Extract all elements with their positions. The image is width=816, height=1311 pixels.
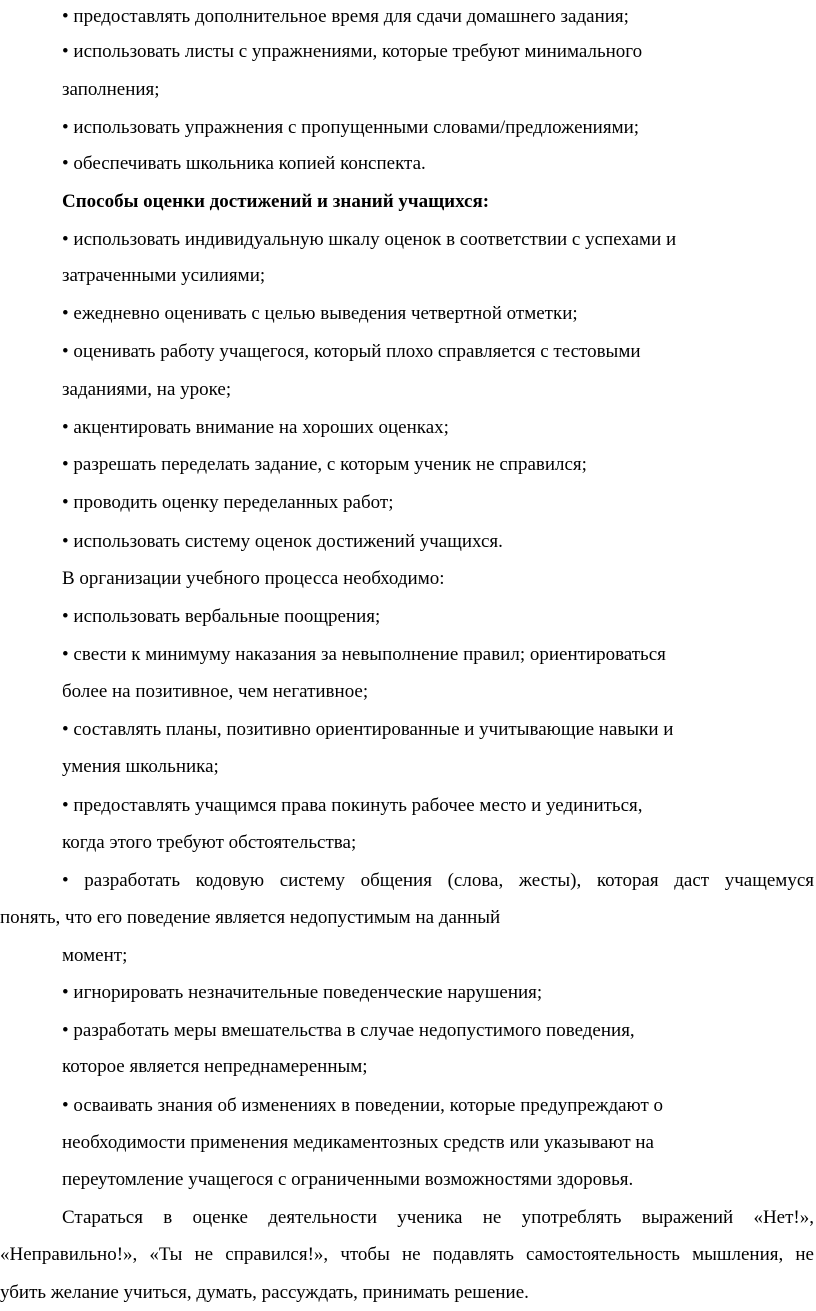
paragraph-line: Стараться в оценке деятельности ученика не употреблять выражений «Нет!», — [62, 1207, 814, 1228]
bullet-line: • разработать кодовую систему общения (слова, жесты), которая даст учащемуся — [62, 870, 814, 891]
bullet-line: • проводить оценку переделанных работ; — [62, 492, 394, 513]
bullet-line: • использовать систему оценок достижений учащихся. — [62, 531, 503, 552]
text-line: которое является непреднамеренным; — [62, 1056, 368, 1077]
text-line: заполнения; — [62, 79, 160, 100]
bullet-line: • разрешать переделать задание, с которым ученик не справился; — [62, 454, 587, 475]
text-line: умения школьника; — [62, 756, 219, 777]
bullet-line: • использовать упражнения с пропущенными словами/предложениями; — [62, 117, 640, 138]
bullet-line: • обеспечивать школьника копией конспекта. — [62, 153, 426, 174]
paragraph-line: «Неправильно!», «Ты не справился!», чтобы не подавлять самостоятельность мышления, не — [0, 1244, 814, 1265]
bullet-line: • использовать индивидуальную шкалу оценок в соответствии с успехами и — [62, 229, 677, 250]
bullet-line: • использовать листы с упражнениями, которые требуют минимального — [62, 41, 643, 62]
bullet-line: • предоставлять дополнительное время для сдачи домашнего задания; — [62, 6, 629, 27]
bullet-line: • осваивать знания об изменениях в поведении, которые предупреждают о — [62, 1095, 664, 1116]
bullet-line: • составлять планы, позитивно ориентированные и учитывающие навыки и — [62, 719, 674, 740]
text-line: заданиями, на уроке; — [62, 379, 232, 400]
text-line: необходимости применения медикаментозных средств или указывают на — [62, 1132, 654, 1153]
bullet-line: • игнорировать незначительные поведенческие нарушения; — [62, 982, 543, 1003]
text-line: момент; — [62, 945, 128, 966]
bullet-line: • предоставлять учащимся права покинуть рабочее место и уединиться, — [62, 795, 643, 816]
text-line: понять, что его поведение является недопустимым на данный — [0, 907, 501, 928]
bullet-line: • использовать вербальные поощрения; — [62, 606, 381, 627]
section-heading: Способы оценки достижений и знаний учащихся: — [62, 191, 490, 212]
text-line: затраченными усилиями; — [62, 265, 266, 286]
bullet-line: • ежедневно оценивать с целью выведения четвертной отметки; — [62, 303, 578, 324]
bullet-line: • свести к минимуму наказания за невыполнение правил; ориентироваться — [62, 644, 666, 665]
text-line: более на позитивное, чем негативное; — [62, 681, 369, 702]
paragraph-line: В организации учебного процесса необходимо: — [62, 568, 445, 589]
bullet-line: • оценивать работу учащегося, который плохо справляется с тестовыми — [62, 341, 641, 362]
bullet-line: • разработать меры вмешательства в случае недопустимого поведения, — [62, 1020, 635, 1041]
text-line: когда этого требуют обстоятельства; — [62, 832, 357, 853]
text-line: переутомление учащегося с ограниченными возможностями здоровья. — [62, 1169, 634, 1190]
bullet-line: • акцентировать внимание на хороших оценках; — [62, 417, 449, 438]
paragraph-line: убить желание учиться, думать, рассуждать, принимать решение. — [0, 1282, 529, 1303]
